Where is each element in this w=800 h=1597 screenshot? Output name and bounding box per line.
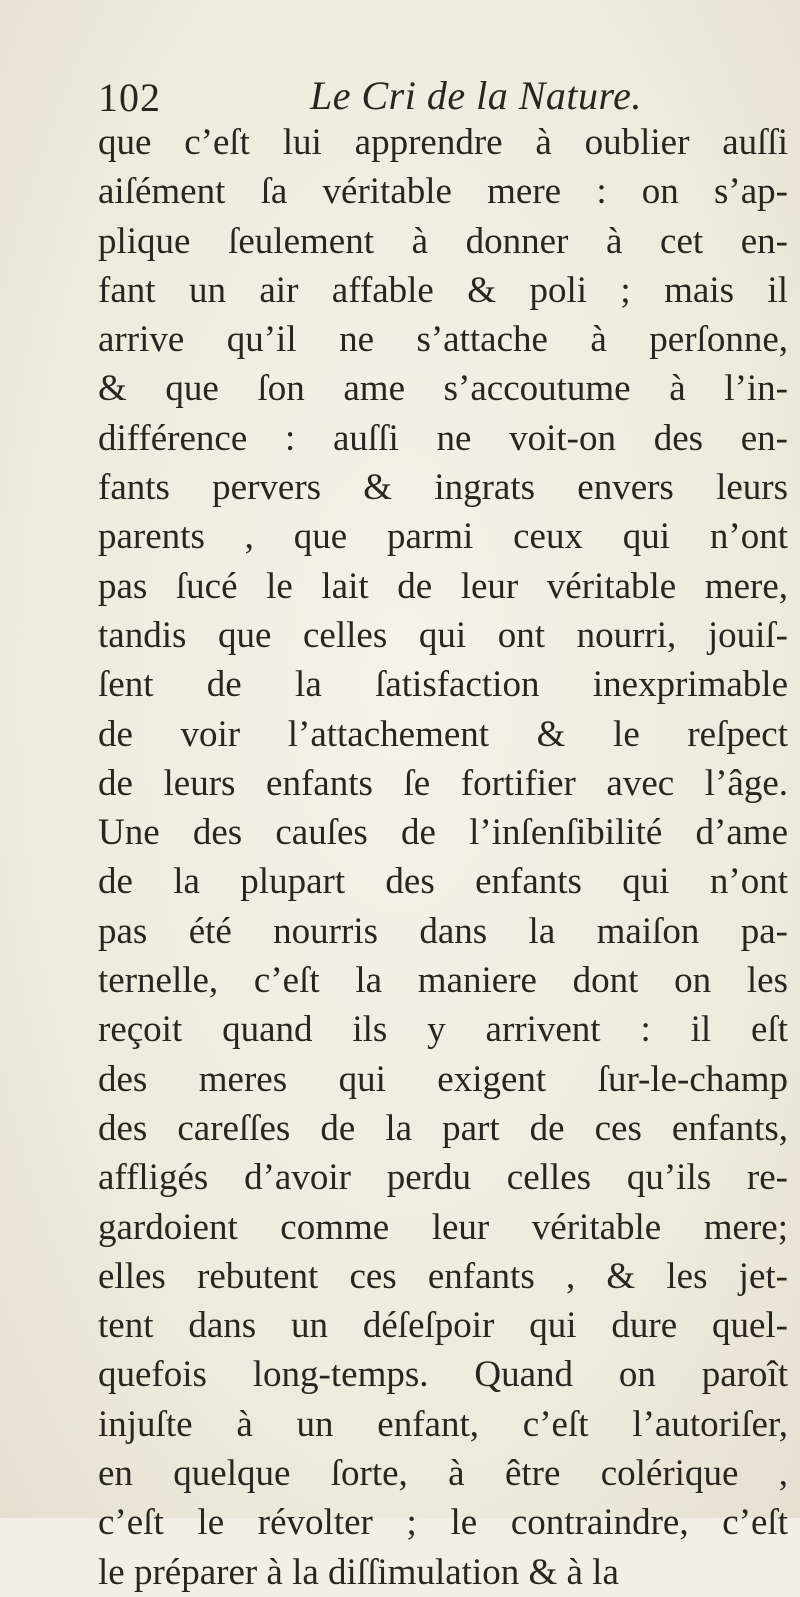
text-line: reçoit quand ils y arrivent : il eſt xyxy=(98,1009,788,1051)
text-line: pas été nourris dans la maiſon pa- xyxy=(98,910,788,952)
text-line: pas ſucé le lait de leur véritable mere, xyxy=(98,565,788,607)
text-line: c’eſt le révolter ; le contraindre, c’eſt xyxy=(98,1502,788,1544)
text-line: arrive qu’il ne s’attache à perſonne, xyxy=(98,319,788,361)
text-line: aiſément ſa véritable mere : on s’ap- xyxy=(98,171,788,213)
text-line: des careſſes de la part de ces enfants, xyxy=(98,1107,788,1149)
text-line: affligés d’avoir perdu celles qu’ils re- xyxy=(98,1157,788,1199)
text-line: différence : auſſi ne voit-on des en- xyxy=(98,417,788,459)
text-line: fants pervers & ingrats envers leurs xyxy=(98,467,788,509)
text-line: quefois long-temps. Quand on paroît xyxy=(98,1354,788,1396)
text-line: Une des cauſes de l’inſenſibilité d’ame xyxy=(98,812,788,854)
text-line: fant un air affable & poli ; mais il xyxy=(98,269,788,311)
text-line: ternelle, c’eſt la maniere dont on les xyxy=(98,960,788,1002)
text-line: & que ſon ame s’accoutume à l’in- xyxy=(98,368,788,410)
text-line: le préparer à la diſſimulation & à la xyxy=(98,1551,619,1593)
page-number: 102 xyxy=(98,75,161,120)
text-line: de la plupart des enfants qui n’ont xyxy=(98,861,788,903)
page-header xyxy=(98,74,748,124)
running-head: Le Cri de la Nature. xyxy=(310,73,642,118)
text-line: plique ſeulement à donner à cet en- xyxy=(98,220,788,262)
text-line: elles rebutent ces enfants , & les jet- xyxy=(98,1255,788,1297)
text-line: de leurs enfants ſe fortifier avec l’âge. xyxy=(98,762,788,804)
body-text xyxy=(98,118,788,1597)
text-line: ſent de la ſatisfaction inexprimable xyxy=(98,664,788,706)
text-line: que c’eſt lui apprendre à oublier auſſi xyxy=(98,122,788,163)
text-line: tandis que celles qui ont nourri, jouiſ- xyxy=(98,614,788,656)
text-line: parents , que parmi ceux qui n’ont xyxy=(98,516,788,558)
text-line: gardoient comme leur véritable mere; xyxy=(98,1206,788,1248)
text-line: tent dans un déſeſpoir qui dure quel- xyxy=(98,1305,788,1347)
text-line: de voir l’attachement & le reſpect xyxy=(98,713,788,755)
text-line: des meres qui exigent ſur-le-champ xyxy=(98,1058,788,1100)
text-line: en quelque ſorte, à être colérique , xyxy=(98,1453,788,1495)
text-line: injuſte à un enfant, c’eſt l’autoriſer, xyxy=(98,1403,788,1445)
